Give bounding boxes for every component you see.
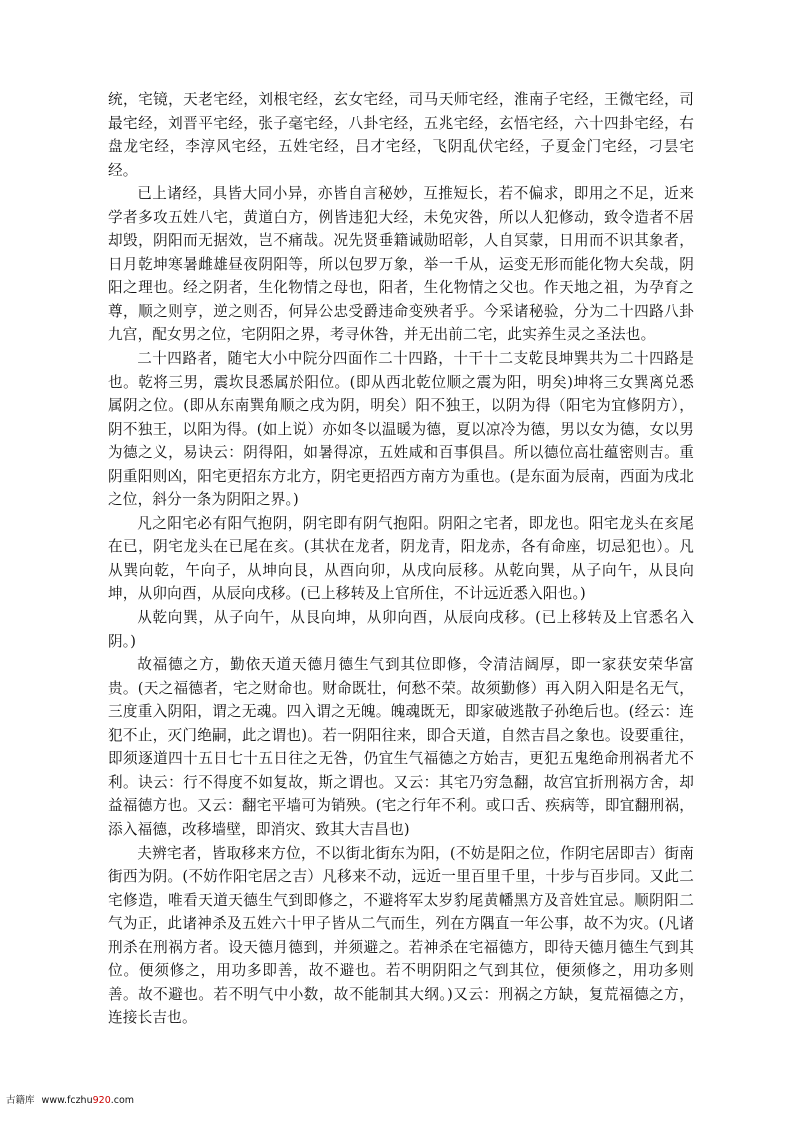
paragraph-1: 统，宅镜，天老宅经，刘根宅经，玄女宅经，司马天师宅经，淮南子宅经，王微宅经，司最宅经，刘晋平宅经，张子毫宅经，八卦宅经，五兆宅经，玄悟宅经，六十四卦宅经，右盘龙宅经，李淳风宅经，五姓宅经，吕才宅经，飞阴乱伏宅经，子夏金门宅经，刁昙宅经。 [108,91,694,179]
footer-url-suffix: .com [110,1095,135,1106]
paragraph-3: 二十四路者，随宅大小中院分四面作二十四路，十干十二支乾艮坤巽共为二十四路是也。乾将三男，震坎艮悉属於阳位。(即从西北乾位顺之震为阳，明矣)坤将三女巽离兑悉属阴之位。(即从东南巽角顺之戌为阴，明矣）阳不独王，以阴为得（阳宅为宜修阴方），阴不独王，以阳为得。(如上说）亦如冬以温暖为德，夏以凉冷为德，男以女为德，女以男为德之义，易诀云：阴得阳，如暑得凉，五姓咸和百事俱昌。所以德位高壮蕴密则吉。重阴重阳则凶，阳宅更招东方北方，阴宅更招西方南方为重也。(是东面为辰南，西面为戌北之位，斜分一条为阴阳之界。) [108,350,694,509]
paragraph-7: 夫辨宅者，皆取移来方位，不以街北街东为阳，(不妨是阳之位，作阴宅居即吉）街南街西为阴。(不妨作阳宅居之吉）凡移来不动，远近一里百里千里，十步与百步同。又此二宅修造，唯看天道天德生气到即修之，不避将军太岁豹尾黄幡黑方及音姓宜忌。顺阴阳二气为正，此诸神杀及五姓六十甲子皆从二气而生，列在方隅直一年公事，故不为灾。(凡诸刑杀在刑祸方者。设天德月德到，并须避之。若神杀在宅福德方，即待天德月德生气到其位。便须修之，用功多即善，故不避也。若不明阴阳之气到其位，便须修之，用功多则善。故不避也。若不明气中小数，故不能制其大纲。)又云：刑祸之方缺，复荒福德之方，连接长吉也。 [108,844,694,1027]
footer-url-link[interactable] [42,1095,135,1106]
footer-site-name: 古籍库 [6,1095,35,1106]
paragraph-2: 已上诸经，具皆大同小异，亦皆自言秘妙，互推短长，若不偏求，即用之不足，近来学者多攻五姓八宅，黄道白方，例皆违犯大经，未免灾咎，所以人犯修动，致令造者不居却毁，阴阳而无据效，岂不痛哉。况先贤垂籍诫勋昭彰，人自冥蒙，日用而不识其象者，日月乾坤寒暑雌雄昼夜阴阳等，所以包罗万象，举一千从，运变无形而能化物大矣哉，阴阳之理也。经之阴者，生化物情之母也，阳者，生化物情之父也。作天地之祖，为孕育之尊，顺之则亨，逆之则否，何异公忠受爵违命变殃者乎。今采诸秘验，分为二十四路八卦九宫，配女男之位，宅阴阳之界，考寻休咎，并无出前二宅，此实养生灵之圣法也。 [108,185,694,344]
page-footer [6,1092,134,1106]
paragraph-6: 故福德之方，勤依天道天德月德生气到其位即修，令清洁阔厚，即一家获安荣华富贵。(天之福德者，宅之财命也。财命既壮，何愁不荣。故须勤修）再入阴入阳是名无气，三度重入阴阳，谓之无魂。四入谓之无魄。魄魂既无，即家破逃散子孙绝后也。(经云：连犯不止，灭门绝嗣，此之谓也)。若一阴阳往来，即合天道，自然吉昌之象也。设要重往，即须逐道四十五日七十五日往之无咎，仍宜生气福德之方始吉，更犯五鬼绝命刑祸者尤不利。诀云：行不得度不如复故，斯之谓也。又云：其宅乃穷急翻，故宫宜折刑祸方舍，却益福德方也。又云：翻宅平墙可为销殃。(宅之行年不利。或口舌、疾病等，即宜翻刑祸，添入福德，改移墙壁，即消灾、致其大吉昌也) [108,656,694,838]
footer-url-accent: 920 [92,1095,111,1106]
document-body [108,88,694,1030]
paragraph-4: 凡之阳宅必有阳气抱阴，阴宅即有阴气抱阳。阴阳之宅者，即龙也。阳宅龙头在亥尾在已，阴宅龙头在已尾在亥。(其状在龙者，阴龙青，阳龙赤，各有命座，切忌犯也）。凡从巽向乾，午向子，从坤向艮，从酉向卯，从戌向辰移。从乾向巽，从子向午，从艮向坤，从卯向酉，从辰向戌移。(已上移转及上官所住，不计远近悉入阳也。) [108,514,694,603]
paragraph-5: 从乾向巽，从子向午，从艮向坤，从卯向酉，从辰向戌移。(已上移转及上官悉名入阴。) [108,609,694,650]
footer-url-prefix: www.fczhu [41,1095,93,1106]
